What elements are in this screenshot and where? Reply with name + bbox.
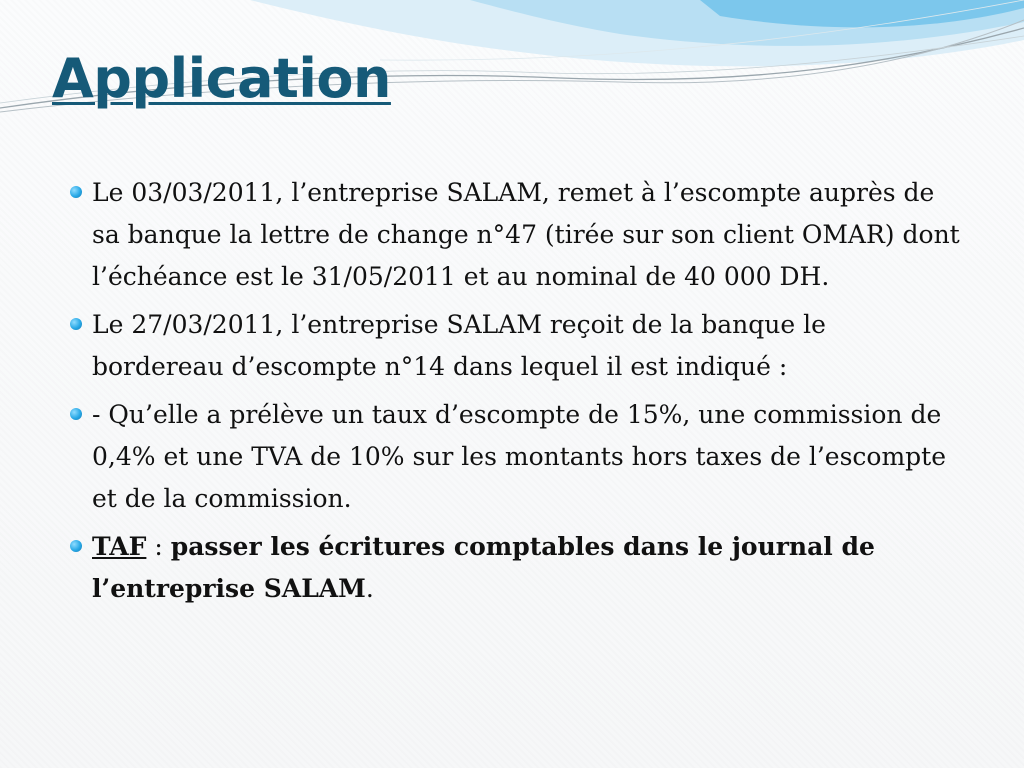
bullet-text: - Qu’elle a prélève un taux d’escompte de 15%, une commission de 0,4% et une TVA de 10% sur les montants hors taxes de l’escompte et de la commission. [92,400,947,513]
bullet-text: Le 03/03/2011, l’entreprise SALAM, remet à l’escompte auprès de sa banque la lettre de change n°47 (tirée sur son client OMAR) dont l’échéance est le 31/05/2011 et au nominal de 40 000 DH. [92,178,960,291]
bullet-dot-icon [70,318,82,330]
bullet-dot-icon [70,540,82,552]
bullet-list [62,172,962,616]
task-text: passer les écritures comptables dans le journal de l’entreprise SALAM [92,532,875,603]
slide-title: Application [52,47,391,110]
task-item [62,526,962,610]
task-separator: : [146,532,171,561]
task-end: . [365,574,374,603]
bullet-dot-icon [70,186,82,198]
bullet-dot-icon [70,408,82,420]
bullet-text: Le 27/03/2011, l’entreprise SALAM reçoit de la banque le bordereau d’escompte n°14 dans lequel il est indiqué : [92,310,826,381]
list-item [62,394,962,520]
list-item [62,304,962,388]
task-label: TAF [92,532,147,561]
list-item [62,172,962,298]
